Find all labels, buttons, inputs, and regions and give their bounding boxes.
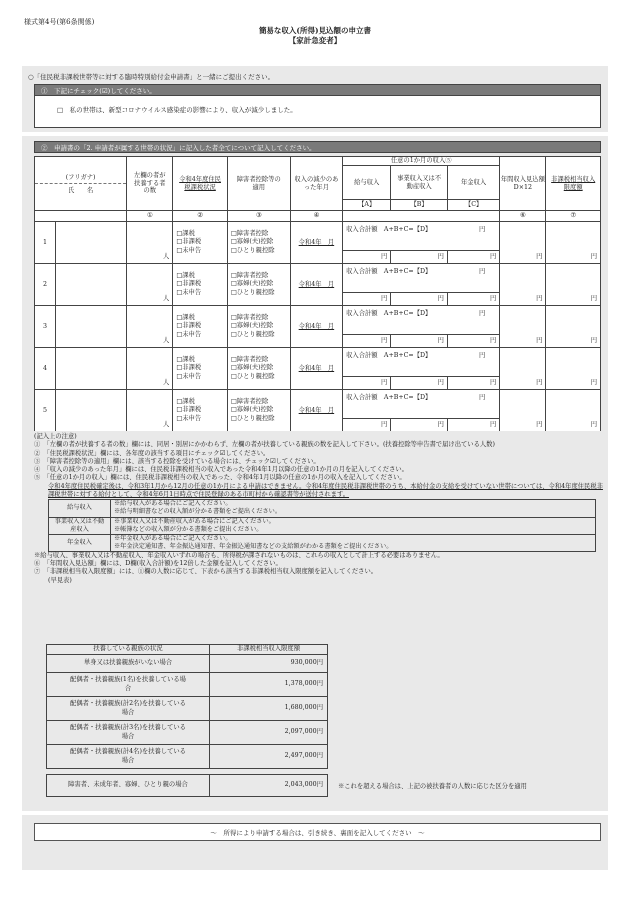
dependents-field[interactable]: 人	[127, 222, 173, 264]
col-num-name	[35, 211, 127, 222]
income-total-field[interactable]: 収入合計額 A+B+C=【D】 円	[343, 348, 500, 377]
limit-field[interactable]: 円	[546, 390, 601, 432]
ex-text-business: ※事業収入又は不動産収入がある場合にご記入ください。 ※帳簿などの収入額が分かる書類をご提出ください。	[111, 517, 596, 534]
pension-income-field[interactable]: 円	[447, 251, 499, 264]
household-row	[35, 222, 601, 251]
limit-row-label: 単身又は扶養親族がいない場合	[47, 655, 210, 673]
limit-row	[47, 721, 328, 745]
business-header: 事業収入又は不動産収入	[391, 166, 448, 200]
decrease-month-field[interactable]: 令和4年 月	[290, 390, 342, 432]
limit-row-label: 配偶者・扶養親族(1名)を扶養している場合	[47, 673, 210, 697]
note-2: ② 「住民税課税状況」欄には、各年度の該当する項目にチェック☑してください。	[34, 449, 270, 457]
submission-instruction: ○「住民税非課税世帯等に対する臨時特別給付金申請書」と一緒にご提出ください。	[28, 73, 275, 81]
disability-options[interactable]: □障害者控除 □寡婦(夫)控除 □ひとり親控除	[227, 264, 290, 306]
decrease-month-field[interactable]: 令和4年 月	[290, 222, 342, 264]
col-num-2: ②	[173, 211, 228, 222]
business-income-field[interactable]: 円	[391, 377, 448, 390]
monthly-income-header: 任意の1か月の収入⑤	[343, 157, 500, 166]
note-5: ⑤ 「任意の1か月の収入」欄には、住民税非課税相当の収入であった、令和4年1月以降の任意の1か月の収入を記入してください。	[34, 474, 406, 482]
disability-header: 障害者控除等の適用	[227, 157, 290, 211]
income-decrease-checkbox[interactable]: □ 私の世帯は、新型コロナウイルス感染症の影響により、収入が減少しました。	[57, 106, 297, 114]
name-header: (フリガナ) 氏 名	[35, 157, 127, 211]
limit-row-value: 2,097,000円	[210, 721, 328, 745]
tax-status-options[interactable]: □課税 □非課税 □未申告	[173, 390, 228, 432]
decrease-month-field[interactable]: 令和4年 月	[290, 306, 342, 348]
limit-note: ※これを超える場合は、上記の被扶養者の人数に応じた区分を適用	[338, 783, 527, 790]
limit-field[interactable]: 円	[546, 306, 601, 348]
income-examples-table	[48, 499, 596, 551]
salary-income-field[interactable]: 円	[343, 335, 391, 348]
pension-income-field[interactable]: 円	[447, 419, 499, 432]
row-number: 5	[35, 390, 56, 432]
note-6: ⑥ 「年間収入見込額」欄には、D欄(収入合計額)を12倍した金額を記入してください。	[34, 560, 282, 568]
limit-table	[46, 644, 328, 797]
col-num-1: ①	[127, 211, 173, 222]
limit-row-value: 930,000円	[210, 655, 328, 673]
dependents-field[interactable]: 人	[127, 306, 173, 348]
dependents-field[interactable]: 人	[127, 264, 173, 306]
income-total-field[interactable]: 収入合計額 A+B+C=【D】 円	[343, 390, 500, 419]
decrease-month-field[interactable]: 令和4年 月	[290, 348, 342, 390]
household-row	[35, 264, 601, 293]
annual-income-field[interactable]: 円	[500, 306, 546, 348]
limit-row-value: 1,680,000円	[210, 697, 328, 721]
note-1: ① 「左欄の者が扶養する者の数」欄には、同居・別居にかかわらず、左欄の者が扶養している親族の数を記入して下さい。(扶養控除等申告書で届け出ている人数)	[34, 441, 495, 449]
annual-income-field[interactable]: 円	[500, 222, 546, 264]
decrease-month-field[interactable]: 令和4年 月	[290, 264, 342, 306]
document-title: 簡易な収入(所得)見込額の申立書	[258, 26, 372, 35]
ex-label-business: 事業収入又は不動産収入	[49, 517, 111, 534]
business-income-field[interactable]: 円	[391, 335, 448, 348]
tax-status-options[interactable]: □課税 □非課税 □未申告	[173, 306, 228, 348]
dependents-field[interactable]: 人	[127, 348, 173, 390]
income-total-field[interactable]: 収入合計額 A+B+C=【D】 円	[343, 222, 500, 251]
salary-income-field[interactable]: 円	[343, 419, 391, 432]
pension-income-field[interactable]: 円	[447, 335, 499, 348]
document-subtitle: 【家計急変者】	[288, 36, 342, 45]
note-3: ③ 「障害者控除等の適用」欄には、該当する控除を受けている場合には、チェック☑してください。	[34, 457, 320, 465]
col-num-6: ⑥	[500, 211, 546, 222]
row-number: 4	[35, 348, 56, 390]
annual-income-field[interactable]: 円	[500, 264, 546, 306]
salary-income-field[interactable]: 円	[343, 377, 391, 390]
pension-income-field[interactable]: 円	[447, 293, 499, 306]
household-row	[35, 348, 601, 377]
limit-field[interactable]: 円	[546, 348, 601, 390]
household-row	[35, 306, 601, 335]
limit-row-label: 配偶者・扶養親族(計4名)を扶養している場合	[47, 745, 210, 769]
dependents-field[interactable]: 人	[127, 390, 173, 432]
col-a-label: 【A】	[343, 200, 391, 211]
limit-col-status: 扶養している親族の状況	[47, 645, 210, 655]
footer-notice: ～ 所得により申請する場合は、引き続き、裏面を記入してください ～	[34, 823, 601, 841]
dependents-header: 左欄の者が扶養する者の数	[127, 157, 173, 211]
limit-row-label: 配偶者・扶養親族(計2名)を扶養している場合	[47, 697, 210, 721]
limit-col-amount: 非課税相当収入限度額	[210, 645, 328, 655]
household-table	[34, 156, 601, 432]
disability-options[interactable]: □障害者控除 □寡婦(夫)控除 □ひとり親控除	[227, 348, 290, 390]
quick-reference-label: (早見表)	[48, 576, 72, 584]
ex-label-pension: 年金収入	[49, 534, 111, 551]
ex-text-salary: ※給与収入がある場合にご記入ください。 ※給与明細書などの収入額が分かる書類をご提出ください。	[111, 500, 596, 517]
limit-row	[47, 655, 328, 673]
section-2-header: ② 申請書の「2. 申請者が属する世帯の状況」に記入した者全てについて記入してください。	[34, 141, 601, 153]
annual-income-field[interactable]: 円	[500, 348, 546, 390]
annual-income-field[interactable]: 円	[500, 390, 546, 432]
col-c-label: 【C】	[447, 200, 499, 211]
notes-section	[34, 433, 604, 585]
member-name-field[interactable]	[55, 390, 126, 432]
member-name-field[interactable]	[55, 348, 126, 390]
member-name-field[interactable]	[55, 264, 126, 306]
ex-text-pension: ※年金収入がある場合にご記入ください。 ※年金決定通知書、年金振込通知書、年金振込通知書などの支給額がわかる書類をご提出ください。	[111, 534, 596, 551]
limit-row	[47, 697, 328, 721]
row-number: 3	[35, 306, 56, 348]
business-income-field[interactable]: 円	[391, 419, 448, 432]
limit-field[interactable]: 円	[546, 222, 601, 264]
pension-header: 年金収入	[447, 166, 499, 200]
salary-income-field[interactable]: 円	[343, 251, 391, 264]
section-1-header: ① 下記にチェック(☑)してください。	[34, 84, 601, 96]
member-name-field[interactable]	[55, 306, 126, 348]
tax-status-options[interactable]: □課税 □非課税 □未申告	[173, 222, 228, 264]
limit-row	[47, 745, 328, 769]
col-b-label: 【B】	[391, 200, 448, 211]
income-total-field[interactable]: 収入合計額 A+B+C=【D】 円	[343, 264, 500, 293]
disability-options[interactable]: □障害者控除 □寡婦(夫)控除 □ひとり親控除	[227, 390, 290, 432]
tax-status-options[interactable]: □課税 □非課税 □未申告	[173, 348, 228, 390]
examples-note: ※給与収入、事業収入又は不動産収入、年金収入いずれの場合も、所得税が課されないものは、これらの収入として計上する必要はありません。	[34, 551, 444, 559]
note-4: ④ 「収入の減少のあった年月」欄には、住民税非課税相当の収入であった令和4年1月以降の任意の1か月の月を記入してください。	[34, 466, 408, 474]
form-number: 様式第4号(第6条関係)	[24, 18, 95, 26]
income-total-field[interactable]: 収入合計額 A+B+C=【D】 円	[343, 306, 500, 335]
limit-field[interactable]: 円	[546, 264, 601, 306]
note-5-detail: 令和4年度住民税確定後は、令和3年1月から12月の任意の1か月による申請はできません。令和4年度住民税非課税世帯のうち、本給付金の支給を受けていない世帯については、令和4年度住民税非課税世帯に対する給付として、令和4年6月1日時点で住民登録のある市町村から確認書等が送付されます。	[48, 482, 603, 499]
pension-income-field[interactable]: 円	[447, 377, 499, 390]
limit-row-value: 1,378,000円	[210, 673, 328, 697]
member-name-field[interactable]	[55, 222, 126, 264]
business-income-field[interactable]: 円	[391, 293, 448, 306]
annual-income-header: 年間収入見込額 D×12	[500, 157, 546, 211]
limit-special-label: 障害者、未成年者、寡婦、ひとり親の場合	[47, 775, 210, 797]
col-num-5	[343, 211, 500, 222]
household-row	[35, 390, 601, 419]
limit-header: 非課税相当収入限度額	[546, 157, 601, 211]
note-7: ⑦ 「非課税相当収入限度額」には、①欄の人数に応じて、下表から該当する非課税相当収入限度額を記入してください。	[34, 568, 378, 576]
notes-heading: (記入上の注意)	[34, 433, 77, 440]
col-num-3: ③	[227, 211, 290, 222]
tax-status-header: 令和4年度住民税課税状況	[173, 157, 228, 211]
salary-income-field[interactable]: 円	[343, 293, 391, 306]
ex-label-salary: 給与収入	[49, 500, 111, 517]
limit-special-value: 2,043,000円	[210, 775, 328, 797]
salary-header: 給与収入	[343, 166, 391, 200]
section-1-body	[34, 96, 601, 128]
disability-options[interactable]: □障害者控除 □寡婦(夫)控除 □ひとり親控除	[227, 222, 290, 264]
decrease-month-header: 収入の減少のあった年月	[290, 157, 342, 211]
tax-status-options[interactable]: □課税 □非課税 □未申告	[173, 264, 228, 306]
col-num-7: ⑦	[546, 211, 601, 222]
business-income-field[interactable]: 円	[391, 251, 448, 264]
limit-row-value: 2,497,000円	[210, 745, 328, 769]
row-number: 1	[35, 222, 56, 264]
col-num-4: ④	[290, 211, 342, 222]
limit-row	[47, 673, 328, 697]
disability-options[interactable]: □障害者控除 □寡婦(夫)控除 □ひとり親控除	[227, 306, 290, 348]
limit-row-label: 配偶者・扶養親族(計3名)を扶養している場合	[47, 721, 210, 745]
row-number: 2	[35, 264, 56, 306]
